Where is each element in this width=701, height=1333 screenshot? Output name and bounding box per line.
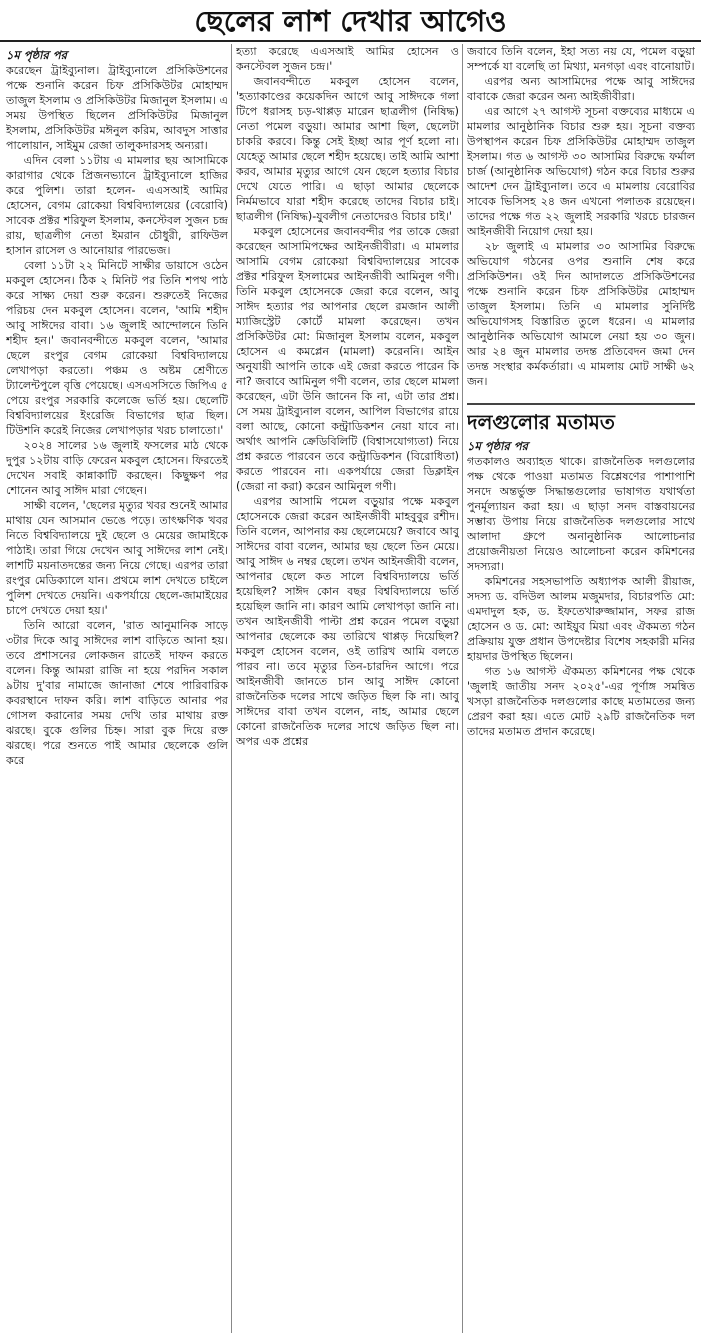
paragraph: জবানবন্দীতে মকবুল হোসেন বলেন, 'হত্যাকাণ্ডের কয়েকদিন আগে আবু সাঈদকে গলা টিপে ধরাসহ চড়-থাপ্পড় মারেন ছাত্রলীগ (নিষিদ্ধ) নেতা পমেল বড়ুয়া। আমার আশা ছিল, ছেলেটা চাকরি করবে। কিন্তু সেই ইচ্ছা আর পূর্ণ হলো না। যেহেতু আমার ছেলে শহীদ হয়েছে। তাই আমি আশা করব, আমার মৃত্যুর আগে যেন ছেলে হত্যার বিচার দেখে যেতে পারি। এ ছাড়া আমার ছেলেকে নির্মমভাবে যারা শহীদ করেছে তাদের বিচার চাই। ছাত্রলীগ (নিষিদ্ধ)-যুবলীগ নেতাদেরও বিচার চাই।'	[236, 75, 459, 223]
paragraph: করেছেন ট্রাইব্যুনাল। ট্রাইব্যুনালে প্রসিকিউশনের পক্ষে শুনানি করেন চিফ প্রসিকিউটর মোহাম্মদ তাজুল ইসলাম ও প্রসিকিউটর মিজানুল ইসলাম। এ সময় উপস্থিত ছিলেন প্রসিকিউটর মিজানুল ইসলাম, প্রসিকিউটর মঈনুল করিম, আবদুস সাত্তার পালোয়ান, সাইমুম রেজা তালুকদারসহ অন্যরা।	[6, 64, 228, 152]
paragraph: এরপর অন্য আসামিদের পক্ষে আবু সাঈদের বাবাকে জেরা করেন অন্য আইজীবীরা।	[467, 75, 695, 103]
column-divider	[231, 44, 232, 1333]
article-column-2	[236, 44, 459, 1333]
paragraph: এরপর আসামি পমেল বড়ুয়ার পক্ষে মকবুল হোসেনকে জেরা করেন আইনজীবী মাহবুবুর রশীদ। তিনি বলেন, আপনার কয় ছেলেমেয়ে? জবাবে আবু সাঈদের বাবা বলেন, আমার ছয় ছেলে তিন মেয়ে। আবু সাঈদ ৬ নম্বর ছেলে। তখন আইনজীবী বলেন, আপনার ছেলে কত সালে বিশ্ববিদ্যালয়ে ভর্তি হয়েছিল? সাঈদ কোন বছর বিশ্ববিদ্যালয়ে ভর্তি হয়েছিল জানি না। কারণ আমি লেখাপড়া জানি না। তখন আইনজীবী পাল্টা প্রশ্ন করেন পমেল বড়ুয়া আপনার ছেলেকে কয় তারিখে থাপ্পড় দিয়েছিল? মকবুল হোসেন বলেন, ওই তারিখ আমি বলতে পারব না। তবে মৃত্যুর তিন-চারদিন আগে। পরে আইনজীবী জানতে চান আবু সাঈদ কোনো রাজনৈতিক দলের সাথে জড়িত ছিল কি না। আবু সাঈদের বাবা তখন বলেন, নাহ, আমার ছেলে কোনো রাজনৈতিক দলের সাথে জড়িত ছিল না। অপর এক প্রশ্নের	[236, 495, 459, 748]
paragraph: ২৮ জুলাই এ মামলার ৩০ আসামির বিরুদ্ধে অভিযোগ গঠনের ওপর শুনানি শেষ করে প্রসিকিউশন। ওই দিন আদালতে প্রসিকিউশনের পক্ষে শুনানি করেন চিফ প্রসিকিউটর মোহাম্মদ তাজুল ইসলাম। তিনি এ মামলার সুনির্দিষ্ট অভিযোগসহ বিস্তারিত তুলে ধরেন। এ মামলার আনুষ্ঠানিক অভিযোগ আমলে নেয়া হয় ৩০ জুন। আর ২৪ জুন মামলার তদন্ত প্রতিবেদন জমা দেন তদন্ত সংস্থার কর্মকর্তারা। এ মামলায় মোট সাক্ষী ৬২ জন।	[467, 240, 695, 388]
paragraph: বেলা ১১টা ২২ মিনিটে সাক্ষীর ডায়াসে ওঠেন মকবুল হোসেন। ঠিক ২ মিনিট পর তিনি শপথ পাঠ করে সাক্ষ্য দেয়া শুরু করেন। শুরুতেই নিজের পরিচয় দেন মকবুল হোসেন। বলেন, 'আমি শহীদ আবু সাঈদের বাবা। ১৬ জুলাই আন্দোলনে তিনি শহীদ হন।' জবানবন্দীতে মকবুল বলেন, 'আমার ছেলে রংপুর বেগম রোকেয়া বিশ্ববিদ্যালয়ে লেখাপড়া করতো। পঞ্চম ও অষ্টম শ্রেণীতে ট্যালেন্টপুলে বৃত্তি পেয়েছে। এসএসসিতে জিপিএ ৫ পেয়ে রংপুর সরকারি কলেজে ভর্তি হয়। ছেলেটি বিশ্ববিদ্যালয়ের ইংরেজি বিভাগের ছাত্র ছিল। টিউশনি করেই নিজের লেখাপড়ার খরচ চালাতো।'	[6, 259, 228, 437]
article-column-3	[467, 44, 695, 1333]
paragraph: মকবুল হোসেনের জবানবন্দীর পর তাকে জেরা করেছেন আসামিপক্ষের আইনজীবীরা। এ মামলার আসামি বেগম রোকেয়া বিশ্ববিদ্যালয়ের সাবেক প্রক্টর শরিফুল ইসলামের আইনজীবী আমিনুল গণী। তিনি মকবুল হোসেনকে জেরা করে বলেন, আবু সাঈদ হত্যার পর আপনার ছেলে রমজান আলী ম্যাজিস্ট্রেট কোর্টে মামলা করেছেন। তখন প্রসিকিউটর মো: মিজানুল ইসলাম বলেন, মকবুল হোসেন এ কমপ্লেন (মামলা) করেননি। আইন অনুযায়ী আপনি তাকে এই জেরা করতে পারেন কি না? জবাবে আমিনুল গণী বলেন, তার ছেলে মামলা করেছেন, এটা উনি জানেন কি না, এটা তার প্রশ্ন। সে সময় ট্রাইব্যুনাল বলেন, আপিল বিভাগের রায়ে বলা আছে, কোনো কন্ট্রাডিকশন নেয়া যাবে না। অর্থাৎ আপনি ক্রেডিবিলিটি (বিশ্বাসযোগ্যতা) নিয়ে প্রশ্ন করতে পারবেন তবে কন্ট্রাডিকশন (বিরোধিতা) করতে পারবেন না। একপর্যায়ে জেরা ডিক্লাইন (জেরা না করা) করেন আমিনুল গণী।	[236, 225, 459, 493]
paragraph: এর আগে ২৭ আগস্ট সূচনা বক্তব্যের মাধ্যমে এ মামলার আনুষ্ঠানিক বিচার শুরু হয়। সূচনা বক্তব্য উপস্থাপন করেন চিফ প্রসিকিউটর মোহাম্মদ তাজুল ইসলাম। গত ৬ আগস্ট ৩০ আসামির বিরুদ্ধে ফর্মাল চার্জ (আনুষ্ঠানিক অভিযোগ) গঠন করে বিচার শুরুর আদেশ দেন ট্রাইব্যুনাল। তবে এ মামলায় বেরোবির সাবেক ভিসিসহ ২৪ জন এখনো পলাতক রয়েছেন। তাদের পক্ষে গত ২২ জুলাই সরকারি খরচে চারজন আইনজীবী নিয়োগ দেয়া হয়।	[467, 105, 695, 238]
paragraph: তিনি আরো বলেন, 'রাত আনুমানিক সাড়ে ৩টার দিকে আবু সাঈদের লাশ বাড়িতে আনা হয়। তবে প্রশাসনের লোকজন রাতেই দাফন করতে বলেন। কিন্তু আমরা রাজি না হয়ে পরদিন সকাল ৯টায় দু'বার নামাজে জানাজা শেষে পারিবারিক কবরস্থানে দাফন করি। লাশ বাড়িতে আনার পর গোসল করানোর সময় দেখি তার মাথায় রক্ত ঝরছে। বুকে গুলির চিহ্ন। সারা বুক দিয়ে রক্ত ঝরছে। পরে শুনতে পাই আমার ছেলেকে গুলি করে	[6, 619, 228, 767]
paragraph: হত্যা করেছে এএসআই আমির হোসেন ও কনস্টেবল সুজন চন্দ্র।'	[236, 45, 459, 73]
paragraph: জবাবে তিনি বলেন, ইহা সত্য নয় যে, পমেল বড়ুয়া সম্পর্কে যা বলেছি তা মিথ্যা, মনগড়া এবং বানোয়াট।	[467, 45, 695, 73]
article2-title: দলগুলোর মতামত	[467, 403, 695, 435]
headline: ছেলের লাশ দেখার আগেও	[0, 0, 701, 42]
continued-from-label: ১ম পৃষ্ঠার পর	[6, 48, 67, 62]
paragraph: গতকালও অব্যাহত থাকে। রাজনৈতিক দলগুলোর পক্ষ থেকে পাওয়া মতামত বিশ্লেষণের পাশাপাশি সনদে অন্তর্ভুক্ত সিদ্ধান্তগুলোর ভাষাগত যথার্থতা পুনর্মূল্যায়ন করা হয়। এ ছাড়া সনদ বাস্তবায়নের সম্ভাব্য উপায় নিয়ে রাজনৈতিক দলগুলোর সাথে আলাদা গ্রুপে অনানুষ্ঠানিক আলোচনার প্রয়োজনীয়তা নিয়েও আলোচনা করেন কমিশনের সদস্যরা।	[467, 455, 695, 573]
paragraph: কমিশনের সহসভাপতি অধ্যাপক আলী রীয়াজ, সদস্য ড. বদিউল আলম মজুমদার, বিচারপতি মো: এমদাদুল হক, ড. ইফতেখারুজ্জামান, সফর রাজ হোসেন ও ড. মো: আইয়ুব মিয়া এবং ঐকমত্য গঠন প্রক্রিয়ায় যুক্ত প্রধান উপদেষ্টার বিশেষ সহকারী মনির হায়দার উপস্থিত ছিলেন।	[467, 575, 695, 663]
article-column-1	[6, 44, 228, 1333]
paragraph: গত ১৬ আগস্ট ঐকমত্য কমিশনের পক্ষ থেকে 'জুলাই জাতীয় সনদ ২০২৫'-এর পূর্ণাঙ্গ সমন্বিত খসড়া রাজনৈতিক দলগুলোর কাছে মতামতের জন্য প্রেরণ করা হয়। এতে মোট ২৯টি রাজনৈতিক দল তাদের মতামত প্রদান করেছে।	[467, 665, 695, 738]
column-divider	[462, 44, 463, 1333]
paragraph: ২০২৪ সালের ১৬ জুলাই ফসলের মাঠ থেকে দুপুর ১২টায় বাড়ি ফেরেন মকবুল হোসেন। ফিরতেই দেখেন সবাই কান্নাকাটি করছেন। কিছুক্ষণ পর শোনেন আবু সাঈদ মারা গেছেন।	[6, 439, 228, 497]
paragraph: সাক্ষী বলেন, 'ছেলের মৃত্যুর খবর শুনেই আমার মাথায় যেন আসমান ভেঙে পড়ে। তাৎক্ষণিক খবর নিতে বিশ্ববিদ্যালয়ে দুই ছেলে ও মেয়ের জামাইকে পাঠাই। তারা গিয়ে দেখেন আবু সাঈদের লাশ নেই। লাশটি ময়নাতদন্তের জন্য নিয়ে গেছে। এরপর তারা রংপুর মেডিক্যালে যান। প্রথমে লাশ দেখতে চাইলে পুলিশ দেখতে দেয়নি। একপর্যায়ে ছেলে-জামাইয়ের চাপে দেখতে দেয়া হয়।'	[6, 499, 228, 617]
continued-from-label: ১ম পৃষ্ঠার পর	[467, 439, 528, 453]
paragraph: এদিন বেলা ১১টায় এ মামলার ছয় আসামিকে কারাগার থেকে প্রিজনভ্যানে ট্রাইব্যুনালে হাজির করে পুলিশ। তারা হলেন- এএসআই আমির হোসেন, বেগম রোকেয়া বিশ্ববিদ্যালয়ের (বেরোবি) সাবেক প্রক্টর শরিফুল ইসলাম, কনস্টেবল সুজন চন্দ্র রায়, ছাত্রলীগ নেতা ইমরান চৌধুরী, রাফিউল হাসান রাসেল ও আনোয়ার পারভেজ।	[6, 154, 228, 257]
